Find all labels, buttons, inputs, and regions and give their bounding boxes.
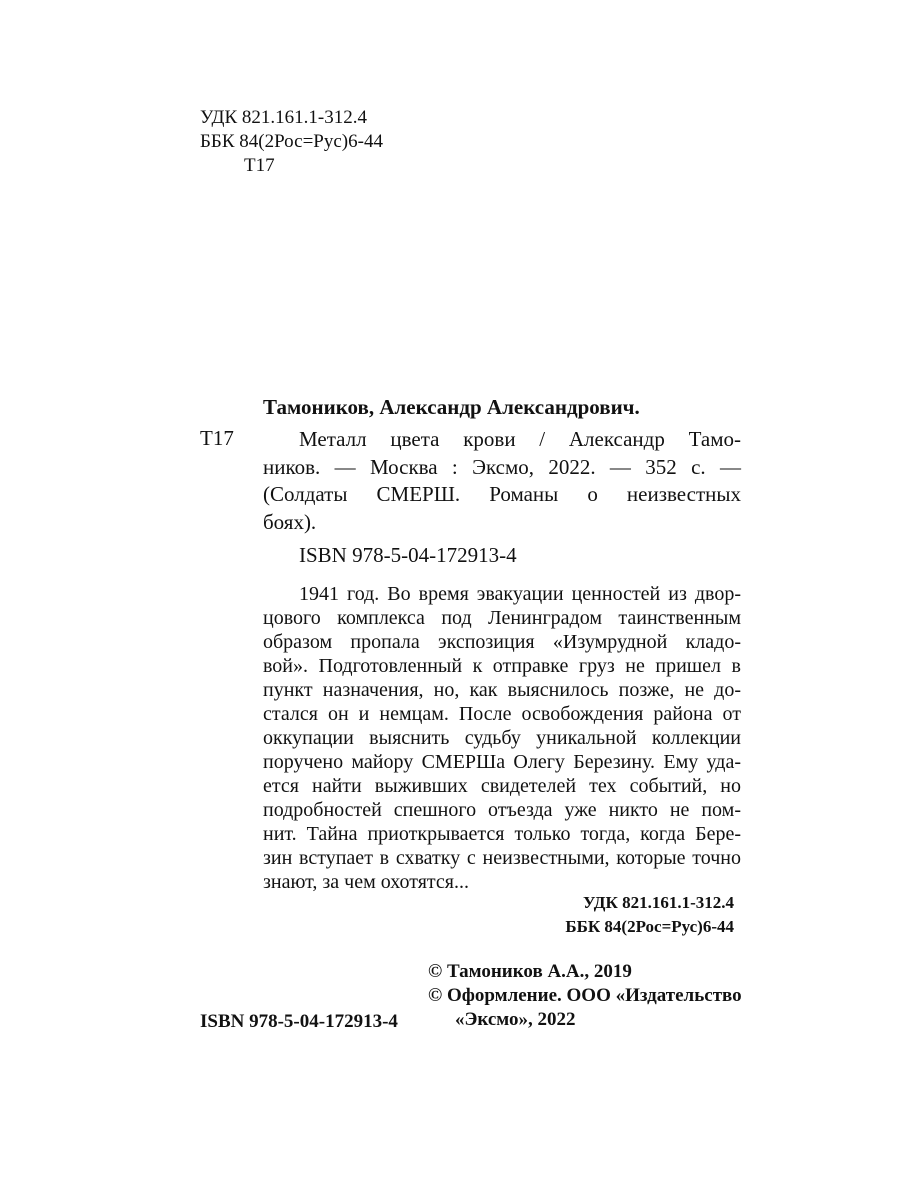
annotation-line: нит. Тайна приоткрывается только тогда, когда Бере-: [263, 823, 741, 845]
copyright-design: © Оформление. ООО «Издательство: [428, 985, 742, 1006]
description-line: боях).: [263, 509, 317, 534]
author-mark-left: Т17: [200, 426, 234, 450]
classification-header: [200, 106, 383, 178]
copyright-block: [428, 960, 742, 1032]
isbn-footer: ISBN 978-5-04-172913-4: [200, 1011, 398, 1032]
udk-code-footer: УДК 821.161.1-312.4: [583, 893, 734, 912]
author-heading: Тамоников, Александр Александрович.: [263, 395, 640, 419]
copyright-design-cont: «Эксмо», 2022: [455, 1009, 576, 1030]
bbk-code-footer: ББК 84(2Рос=Рус)6-44: [565, 917, 734, 936]
annotation-line: пункт назначения, но, как выяснилось позже, не до-: [263, 679, 741, 701]
annotation-line: поручено майору СМЕРШа Олегу Березину. Ему уда-: [263, 751, 741, 773]
annotation-line: ется найти выживших свидетелей тех событий, но: [263, 775, 741, 797]
annotation-line: подробностей спешного отъезда уже никто не пом-: [263, 799, 741, 821]
isbn-record: ISBN 978-5-04-172913-4: [299, 543, 517, 567]
annotation-line: цового комплекса под Ленинградом таинственным: [263, 607, 741, 629]
description-line: (Солдаты СМЕРШ. Романы о неизвестных: [263, 482, 741, 506]
annotation-line: зин вступает в схватку с неизвестными, которые точно: [263, 847, 741, 869]
author-mark: Т17: [244, 155, 275, 176]
annotation-line: стался он и немцам. После освобождения района от: [263, 703, 741, 725]
annotation-line: оккупации выяснить судьбу уникальной коллекции: [263, 727, 741, 749]
classification-footer: [565, 891, 734, 939]
annotation: [263, 582, 741, 894]
copyright-author: © Тамоников А.А., 2019: [428, 961, 632, 982]
bbk-code: ББК 84(2Рос=Рус)6-44: [200, 131, 383, 152]
bibliographic-description: [263, 426, 741, 536]
description-line: ников. — Москва : Эксмо, 2022. — 352 с. —: [263, 454, 741, 479]
annotation-line: 1941 год. Во время эвакуации ценностей из двор-: [299, 583, 741, 605]
annotation-line: знают, за чем охотятся...: [263, 871, 469, 893]
udk-code: УДК 821.161.1-312.4: [200, 107, 367, 128]
description-line: Металл цвета крови / Александр Тамо-: [299, 427, 741, 451]
annotation-line: образом пропала экспозиция «Изумрудной кладо-: [263, 631, 741, 653]
annotation-line: вой». Подготовленный к отправке груз не пришел в: [263, 655, 741, 677]
